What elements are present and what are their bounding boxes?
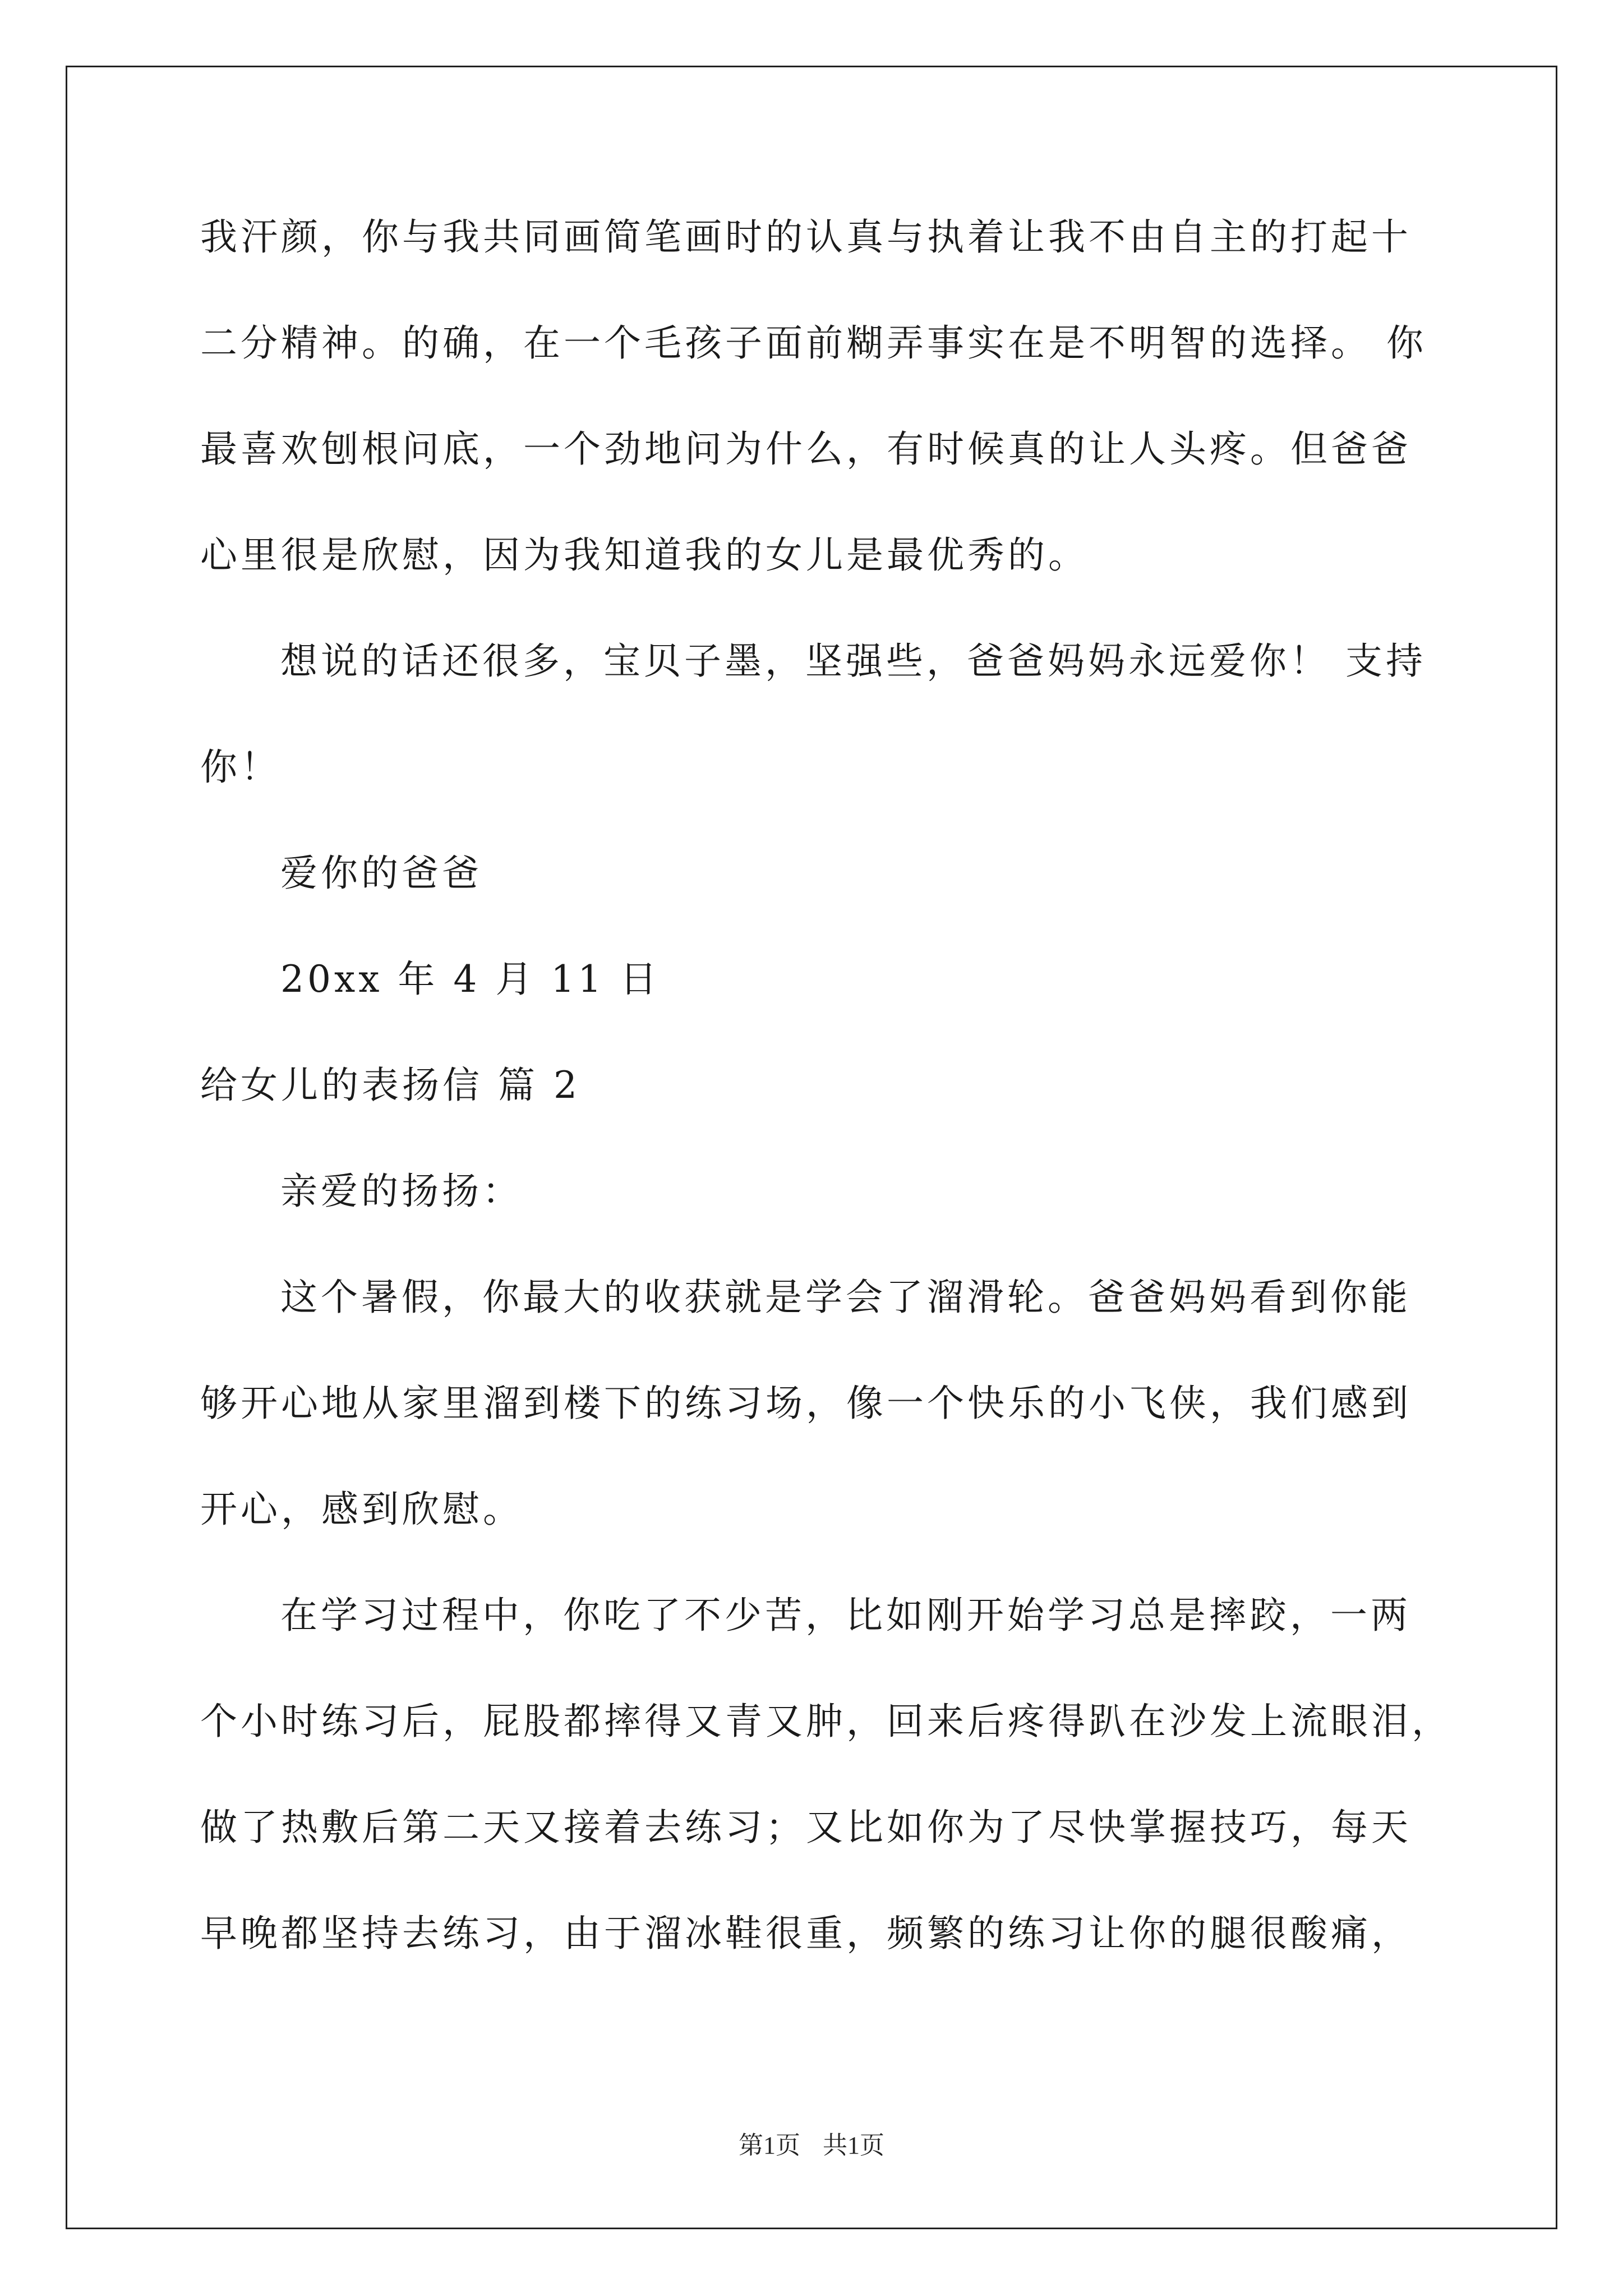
text-line: 我汗颜，你与我共同画简笔画时的认真与执着让我不由自主的打起十 — [200, 215, 1412, 259]
text-line: 这个暑假，你最大的收获就是学会了溜滑轮。爸爸妈妈看到你能 — [280, 1276, 1411, 1319]
text-line: 够开心地从家里溜到楼下的练习场，像一个快乐的小飞侠，我们感到 — [200, 1382, 1412, 1425]
text-line: 最喜欢刨根问底，一个劲地问为什么，有时候真的让人头疼。但爸爸 — [200, 427, 1412, 471]
page-number-current: 第1页 — [739, 2132, 800, 2159]
document-body — [200, 215, 1452, 2021]
page-number-total: 共1页 — [823, 2132, 884, 2159]
page-footer — [0, 2133, 1623, 2158]
text-line: 在学习过程中，你吃了不少苦，比如刚开始学习总是摔跤，一两 — [280, 1594, 1411, 1637]
text-line: 做了热敷后第二天又接着去练习；又比如你为了尽快掌握技巧，每天 — [200, 1806, 1412, 1849]
text-line: 早晚都坚持去练习，由于溜冰鞋很重，频繁的练习让你的腿很酸痛， — [200, 1912, 1412, 1955]
section-heading: 给女儿的表扬信 篇 2 — [200, 1064, 580, 1107]
text-line: 你！ — [200, 746, 281, 789]
text-line: 二分精神。的确，在一个毛孩子面前糊弄事实在是不明智的选择。 你 — [200, 321, 1427, 365]
signature-line: 爱你的爸爸 — [280, 852, 482, 895]
salutation-line: 亲爱的扬扬： — [280, 1170, 523, 1213]
text-line: 想说的话还很多，宝贝子墨，坚强些，爸爸妈妈永远爱你！ 支持 — [280, 639, 1426, 683]
text-line: 个小时练习后，屁股都摔得又青又肿，回来后疼得趴在沙发上流眼泪， — [200, 1700, 1452, 1743]
text-line: 心里很是欣慰，因为我知道我的女儿是最优秀的。 — [200, 533, 1089, 577]
text-line: 开心，感到欣慰。 — [200, 1488, 523, 1531]
date-line: 20xx 年 4 月 11 日 — [280, 958, 661, 1001]
